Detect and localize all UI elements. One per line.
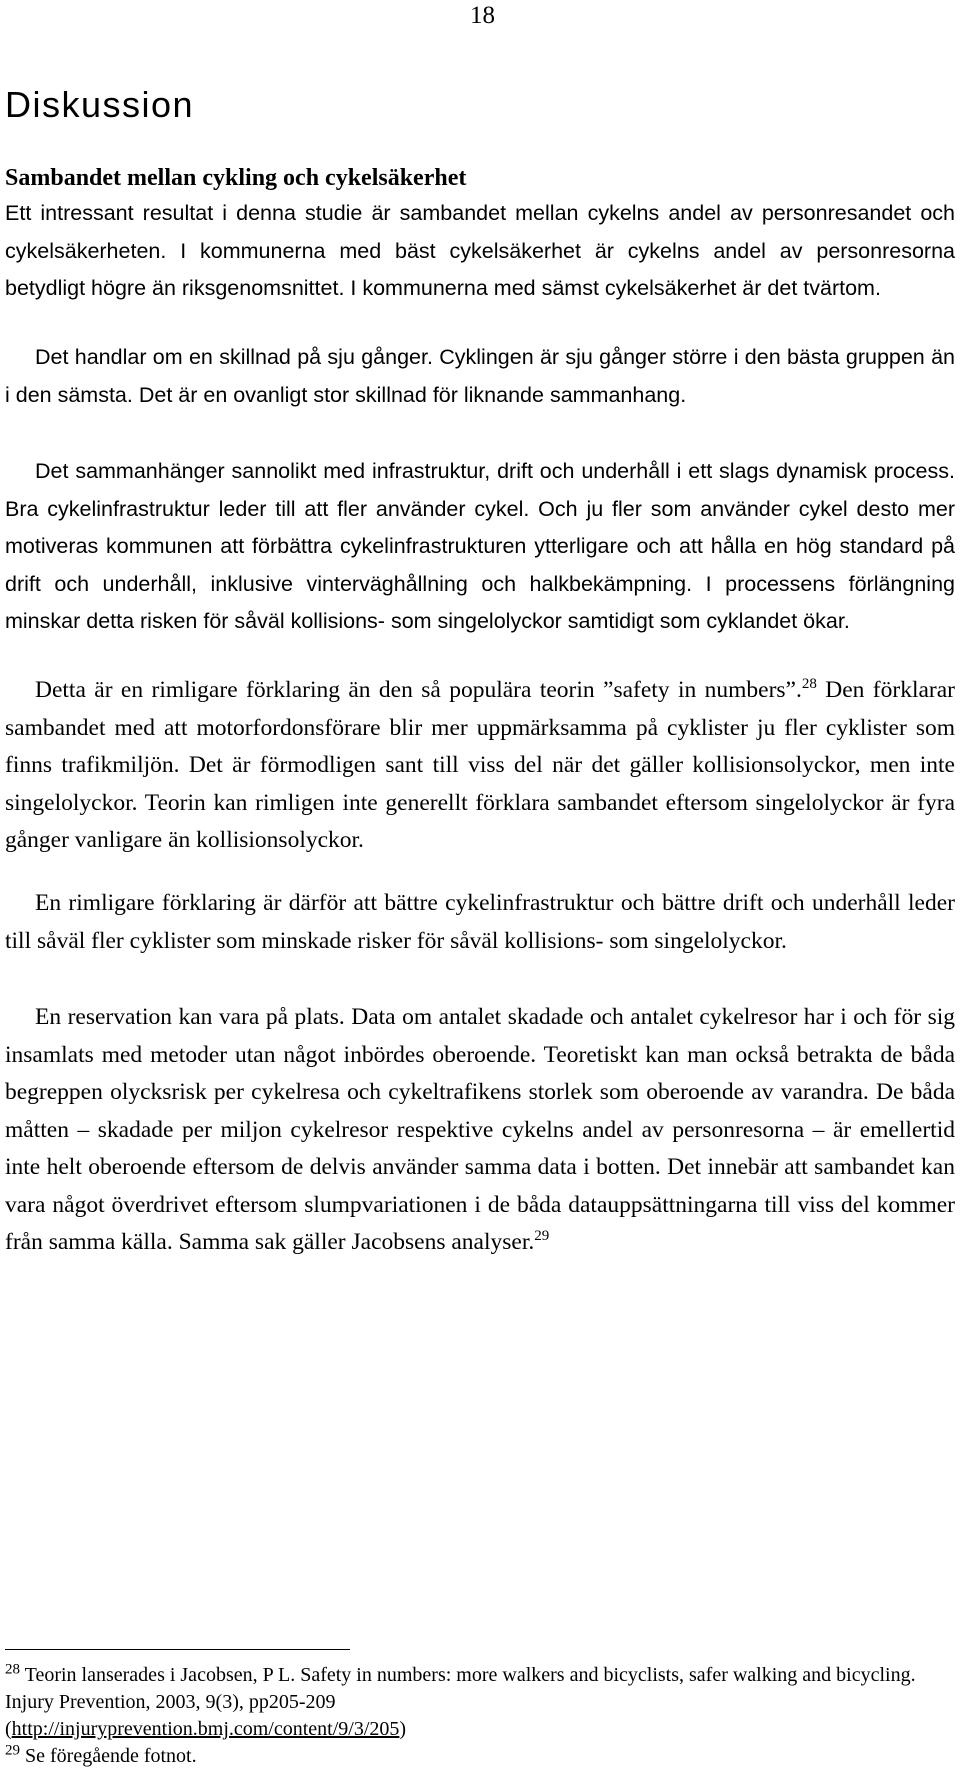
footnote-28 — [5, 1662, 955, 1743]
footnote-28-number: 28 — [5, 1661, 20, 1678]
footnote-28-url-open: ( — [5, 1718, 12, 1740]
paragraph-6 — [5, 999, 955, 1262]
paragraph-4 — [5, 672, 955, 860]
footnote-29-text: Se föregående fotnot. — [25, 1745, 197, 1767]
footnote-28-link[interactable]: http://injuryprevention.bmj.com/content/9/3/205 — [11, 1718, 400, 1740]
page-number: 18 — [470, 2, 495, 29]
paragraph-3-text: Det sammanhänger sannolikt med infrastruktur, drift och underhåll i ett slags dynamisk process. Bra cykelinfrastruktur leder till att fler använder cykel. Och ju fler som använder cykel desto mer motiveras kommunen att förbättra cykelinfrastrukturen ytterligare och att hålla en hög standard på drift och underhåll, inklusive vinterväghållning och halkbekämpning. I processens förlängning minskar detta risken för såväl kollisions- som singelolyckor samtidigt som cyklandet ökar. — [5, 459, 955, 633]
paragraph-1: Ett intressant resultat i denna studie är sambandet mellan cykelns andel av personresandet och cykelsäkerheten. I kommunerna med bäst cykelsäkerhet är cykelns andel av personresorna betydligt högre än riksgenomsnittet. I kommunerna med sämst cykelsäkerhet är det tvärtom. — [5, 201, 955, 300]
paragraph-4-text-after: Den förklarar sambandet med att motorfordonsförare blir mer uppmärksamma på cyklister ju fler cyklister som finns trafikmiljön. Det är förmodligen sant till viss del när det gäller kollisionsolyckor, men inte singelolyckor. Teorin kan rimligen inte generellt förklara sambandet eftersom singelolyckor är fyra gånger vanligare än kollisionsolyckor. — [5, 677, 955, 853]
chapter-title: Diskussion — [5, 84, 195, 125]
paragraph-2: Det handlar om en skillnad på sju gånger. Cyklingen är sju gånger större i den bästa gruppen än i den sämsta. Det är en ovanligt stor skillnad för liknande sammanhang. — [5, 345, 955, 407]
paragraph-3 — [5, 453, 955, 641]
footnotes — [5, 1662, 955, 1770]
footnote-ref-28[interactable]: 28 — [801, 676, 817, 693]
paragraph-4-text-before: Detta är en rimligare förklaring än den så populära teorin ”safety in numbers”. — [35, 677, 802, 703]
section-title: Sambandet mellan cykling och cykelsäkerhet — [5, 165, 467, 191]
footnote-divider — [5, 1649, 350, 1650]
footnote-29 — [5, 1743, 955, 1770]
paragraph-5: En rimligare förklaring är därför att bättre cykelinfrastruktur och bättre drift och underhåll leder till såväl fler cyklister som minskade risker för såväl kollisions- som singelolyckor. — [5, 890, 955, 954]
footnote-ref-29[interactable]: 29 — [534, 1228, 550, 1245]
footnote-28-text: Teorin lanserades i Jacobsen, P L. Safety in numbers: more walkers and bicyclists, safer walking and bicycling. Injury Prevention, 2003, 9(3), pp205-209 — [5, 1664, 916, 1713]
footnote-29-number: 29 — [5, 1742, 20, 1759]
paragraph-6-text: En reservation kan vara på plats. Data om antalet skadade och antalet cykelresor har i och för sig insamlats med metoder utan något inbördes oberoende. Teoretiskt kan man också betrakta de båda begreppen olycksrisk per cykelresa och cykeltrafikens storlek som oberoende av varandra. De båda måtten – skadade per miljon cykelresor respektive cykelns andel av personresorna – är emellertid inte helt oberoende eftersom de delvis använder samma data i botten. Det innebär att sambandet kan vara något överdrivet eftersom slumpvariationen i de båda datauppsättningarna till viss del kommer från samma källa. Samma sak gäller Jacobsens analyser. — [5, 1004, 955, 1255]
footnote-28-url-close: ) — [399, 1718, 407, 1740]
